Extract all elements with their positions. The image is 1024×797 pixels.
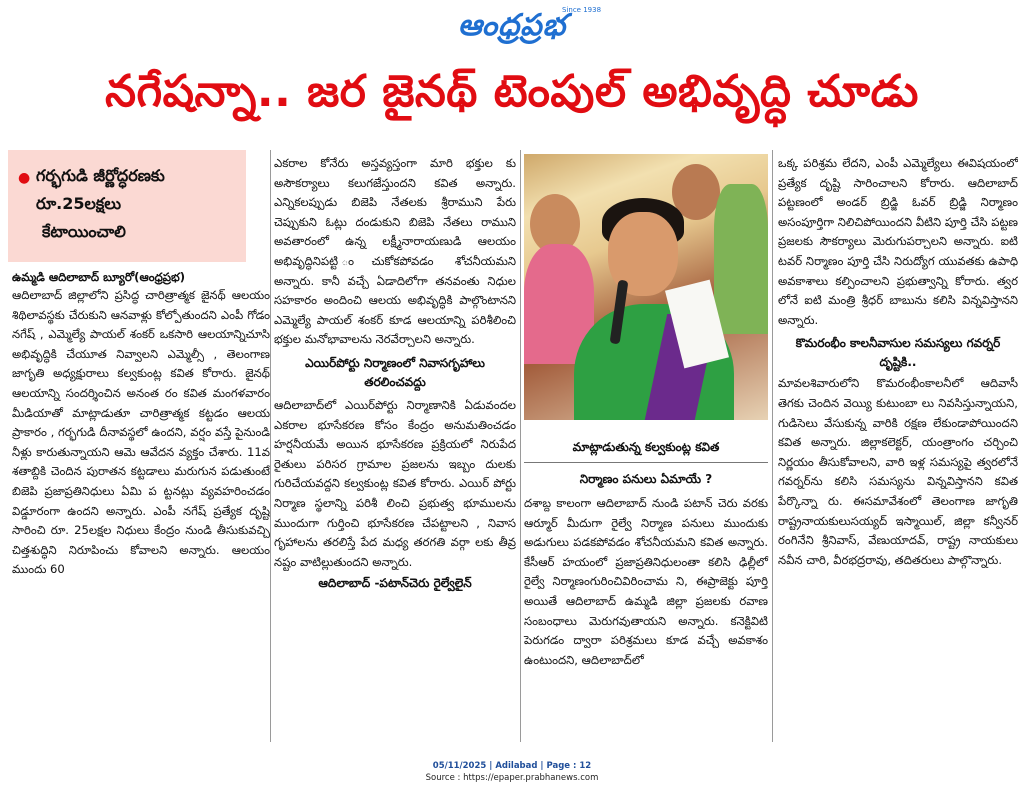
highlight-line: రూ.25లక్షలు [36,194,122,213]
column-divider [772,150,773,742]
footer-source: Source : https://epaper.prabhanews.com [425,773,599,783]
column-2-body-1: ఎకరాల కోనేరు అస్తవ్యస్తంగా మారి భక్తుల కు అసౌకర్యాలు కలుగజేస్తుందని కవిత అన్నారు. ఎన్నికలప్పుడు బిజెపి నేతలకు శ్రీరాముని పేరు చెప్పుకుని ఓట్లు దండుకుని బిజెపి నేతలు రాముని అవతారంలో ఉన్న లక్ష్మీనారాయణుడి ఆలయం అభివృద్ధినిపట్టి ంచుకోకపోవడం శోచనీయమని అన్నారు. కానీ వచ్చే ఏడాదిలోగా తనవంతు నిధుల సహకారం అందించి ఆలయ అభివృద్ధికి పాల్గొంటానని ఎమ్మెల్యే పాయల్ శంకర్ కూడ ఆలయాన్ని పరిశీలించి భక్తుల మనోభావాలను నెరవేర్చాలని అన్నారు. [274,156,516,347]
subheading-airport: ఎయిర్‌పోర్టు నిర్మాణంలో నివాసగృహాలు తరలించవద్దు [305,355,485,389]
highlight-line: కేటాయించాలి [42,222,126,241]
page-footer [0,760,1024,784]
article-column-1 [8,150,270,742]
bullet-icon: ● [18,170,31,186]
photo-caption: మాట్లాడుతున్న కల్వకుంట్ల కవిత [572,440,720,454]
column-1-body: ఆదిలాబాద్ జిల్లాలోని ప్రసిద్ధ చారిత్రాత్మక జైనథ్ ఆలయం శిథిలావస్థకు చేరుకుని ఆనవాళ్లు కోల్పోతుందని ఎంపీ గోడం నగేష్ , ఎమ్మెల్యే పాయల్ శంకర్ ఒకసారి ఆలయాన్నిచూసి అభివృద్ధికి చేయూత నివ్వాలని ఎమ్మెల్సీ , తెలంగాణ జాగృతి అధ్యక్షురాలు కల్వకుంట్ల కవిత కోరారు. జైనథ్ ఆలయాన్ని సందర్శించిన అనంత రం కవిత మంగళవారం మీడియాతో మాట్లాడుతూ చారిత్రాత్మక కట్టడం ఆలయ ప్రాకారం , గర్భగుడి దీనావస్థలో ఉందని, వర్షం వస్తే పైనుండి నీళ్లు కారుతున్నాయని ఆమె ఆవేదన వ్యక్తం చేశారు. 11వ శతాబ్దికి చెందిన పురాతన కట్టడాలు మరుగున పడుతుంటే బిజెపి ప్రజాప్రతినిధులు ఏమి ప ట్టనట్లు వ్యవహరించడం విడ్డూరంగా ఉందని అన్నారు. ఎంపీ నగేష్ ప్రత్యేక దృష్టి సారించి రూ. 25లక్షల నిధులు కేంద్రం నుండి తీసుకువచ్చి చిత్తశుద్ధిని నిరూపించు కోవాలని అన్నారు. ఆలయం ముందు 60 [12,288,270,577]
column-divider [270,150,271,742]
column-4-body-2: మావలశివారులోని కొమరంభీంకాలనీలో ఆదివాసీ తెగకు చెందిన వెయ్యి కుటుంబా లు నివసిస్తున్నాయని, గుడిసెలు వేసుకున్న వారికి రక్షణ లేకుండాపోయిందని కవిత అన్నారు. జిల్లాకలెక్టర్, యంత్రాంగం చర్చించి నిర్ణయం తీసుకోవాలని, వారి ఇళ్ల సమస్యపై త్వరలోనే గవర్నర్‌ను కలిసి సమస్యను విన్నవిస్తానని కవిత పేర్కొన్నా రు. ఈసమావేశంలో తెలంగాణ జాగృతి రాష్ట్రనాయకులుసయ్యద్ ఇస్మాయిల్, జిల్లా కన్వీనర్ రంగినేని శ్రీనివాస్, వేణుయాదవ్, రాష్ట్ర నాయకులు నవీన చారి, వీరభద్రరావు, తదితరులు పాల్గొన్నారు. [778,376,1018,567]
article-column-2 [274,154,516,746]
subheading-governor: కొమరంభీం కాలనీవాసుల సమస్యలు గవర్నర్ దృష్టికి.. [795,336,1001,370]
background-person [714,184,768,334]
logo-tagline: Since 1938 [562,6,602,14]
column-3-body: దశాబ్ద కాలంగా ఆదిలాబాద్ నుండి పటాన్ చెరు వరకు ఆర్మూర్ మీదుగా రైల్వే నిర్మాణ పనులు ముందుకు అడుగులు పడకపోవడం శోచనీయమని కవిత అన్నారు. కేసీఆర్ హయంలో ప్రజాప్రతినిధులంతా కలిసి ఢిల్లీలో రైల్వే నిర్మాణంగురించివిరించామ ని, ఈప్రాజెక్టు పూర్తి అయితే ఆదిలాబాద్ ఉమ్మడి జిల్లా ప్రజలకు రవాణ సంబంధాలు మెరుగవుతాయని అన్నారు. కనెక్టివిటి పెరుగడం ద్వారా పరిశ్రమలు కూడ వచ్చే అవకాశం ఉంటుందని, ఆదిలాబాద్‌లో [524,496,768,667]
subheading-construction: నిర్మాణం పనులు ఏమాయే ? [579,472,713,486]
caption-divider [524,462,768,463]
speaker-photo [524,154,768,420]
masthead [0,6,1024,50]
headline: నగేషన్నా.. జర జైనథ్ టెంపుల్ అభివృద్ధి చూడు [105,66,919,117]
byline: ఉమ్మడి ఆదిలాబాద్ బ్యూరో(ఆంధ్రప్రభ) [12,270,185,284]
newspaper-logo: ఆంధ్రప్రభ [457,8,567,43]
column-2-body-2: ఆదిలాబాద్‌లో ఎయిర్‌పోర్టు నిర్మాణానికి ఏడువందల ఎకరాల భూసేకరణ కోసం కేంద్రం అనుమతించడం హర్షనీయమే అయిన భూసేకరణ ప్రక్రియలో నిరుపేద రైతులు పరిసర గ్రామాల ప్రజలను ఇబ్బం దులకు గురిచేయవద్దని కల్వకుంట్ల కవిత కోరారు. ఎయిర్ పోర్టు నిర్మాణ స్థలాన్ని పరిశీ లించి ప్రభుత్వ భూములను ముందుగా గుర్తించి భూసేకరణ చేపట్టాలని , నివాస గృహాలను తరలిస్తే పేద మధ్య తరగతి వర్గా లకు తీవ్ర నష్టం వాటిల్లుతుందని అన్నారు. [274,397,516,569]
column-divider [520,150,521,742]
article-column-4 [778,154,1018,744]
footer-dateline: 05/11/2025 | Adilabad | Page : 12 [432,761,592,771]
highlight-line: గర్భగుడి జీర్ణోద్ధరణకు [36,166,165,185]
column-4-body-1: ఒక్క పరిశ్రమ లేదని, ఎంపీ ఎమ్మెల్యేలు ఈవిషయంలో ప్రత్యేక దృష్టి సారించాలని కోరారు. ఆదిలాబాద్ పట్టణంలో అండర్ బ్రిడ్జి ఓవర్ బ్రిడ్జి నిర్మాణం అసంపూర్తిగా నిలిచిపోయిందని వీటిని పూర్తి చేసి పట్టణ ప్రజలకు సౌకర్యాలు మెరుగుపర్చాలని అన్నారు. ఐటి టవర్ నిర్మాణం పూర్తి చేసి నిరుద్యోగ యువతకు ఉపాధి అవకాశాలు కల్పించాలని ప్రభుత్వాన్ని కోరారు. త్వర లోనే ఐటి మంత్రి శ్రీధర్ బాబును కలిసి విన్నవిస్తానని అన్నారు. [778,156,1018,327]
subheading-railway: ఆదిలాబాద్ -పటాన్‌చెరు రైల్వేలైన్ [318,576,472,591]
